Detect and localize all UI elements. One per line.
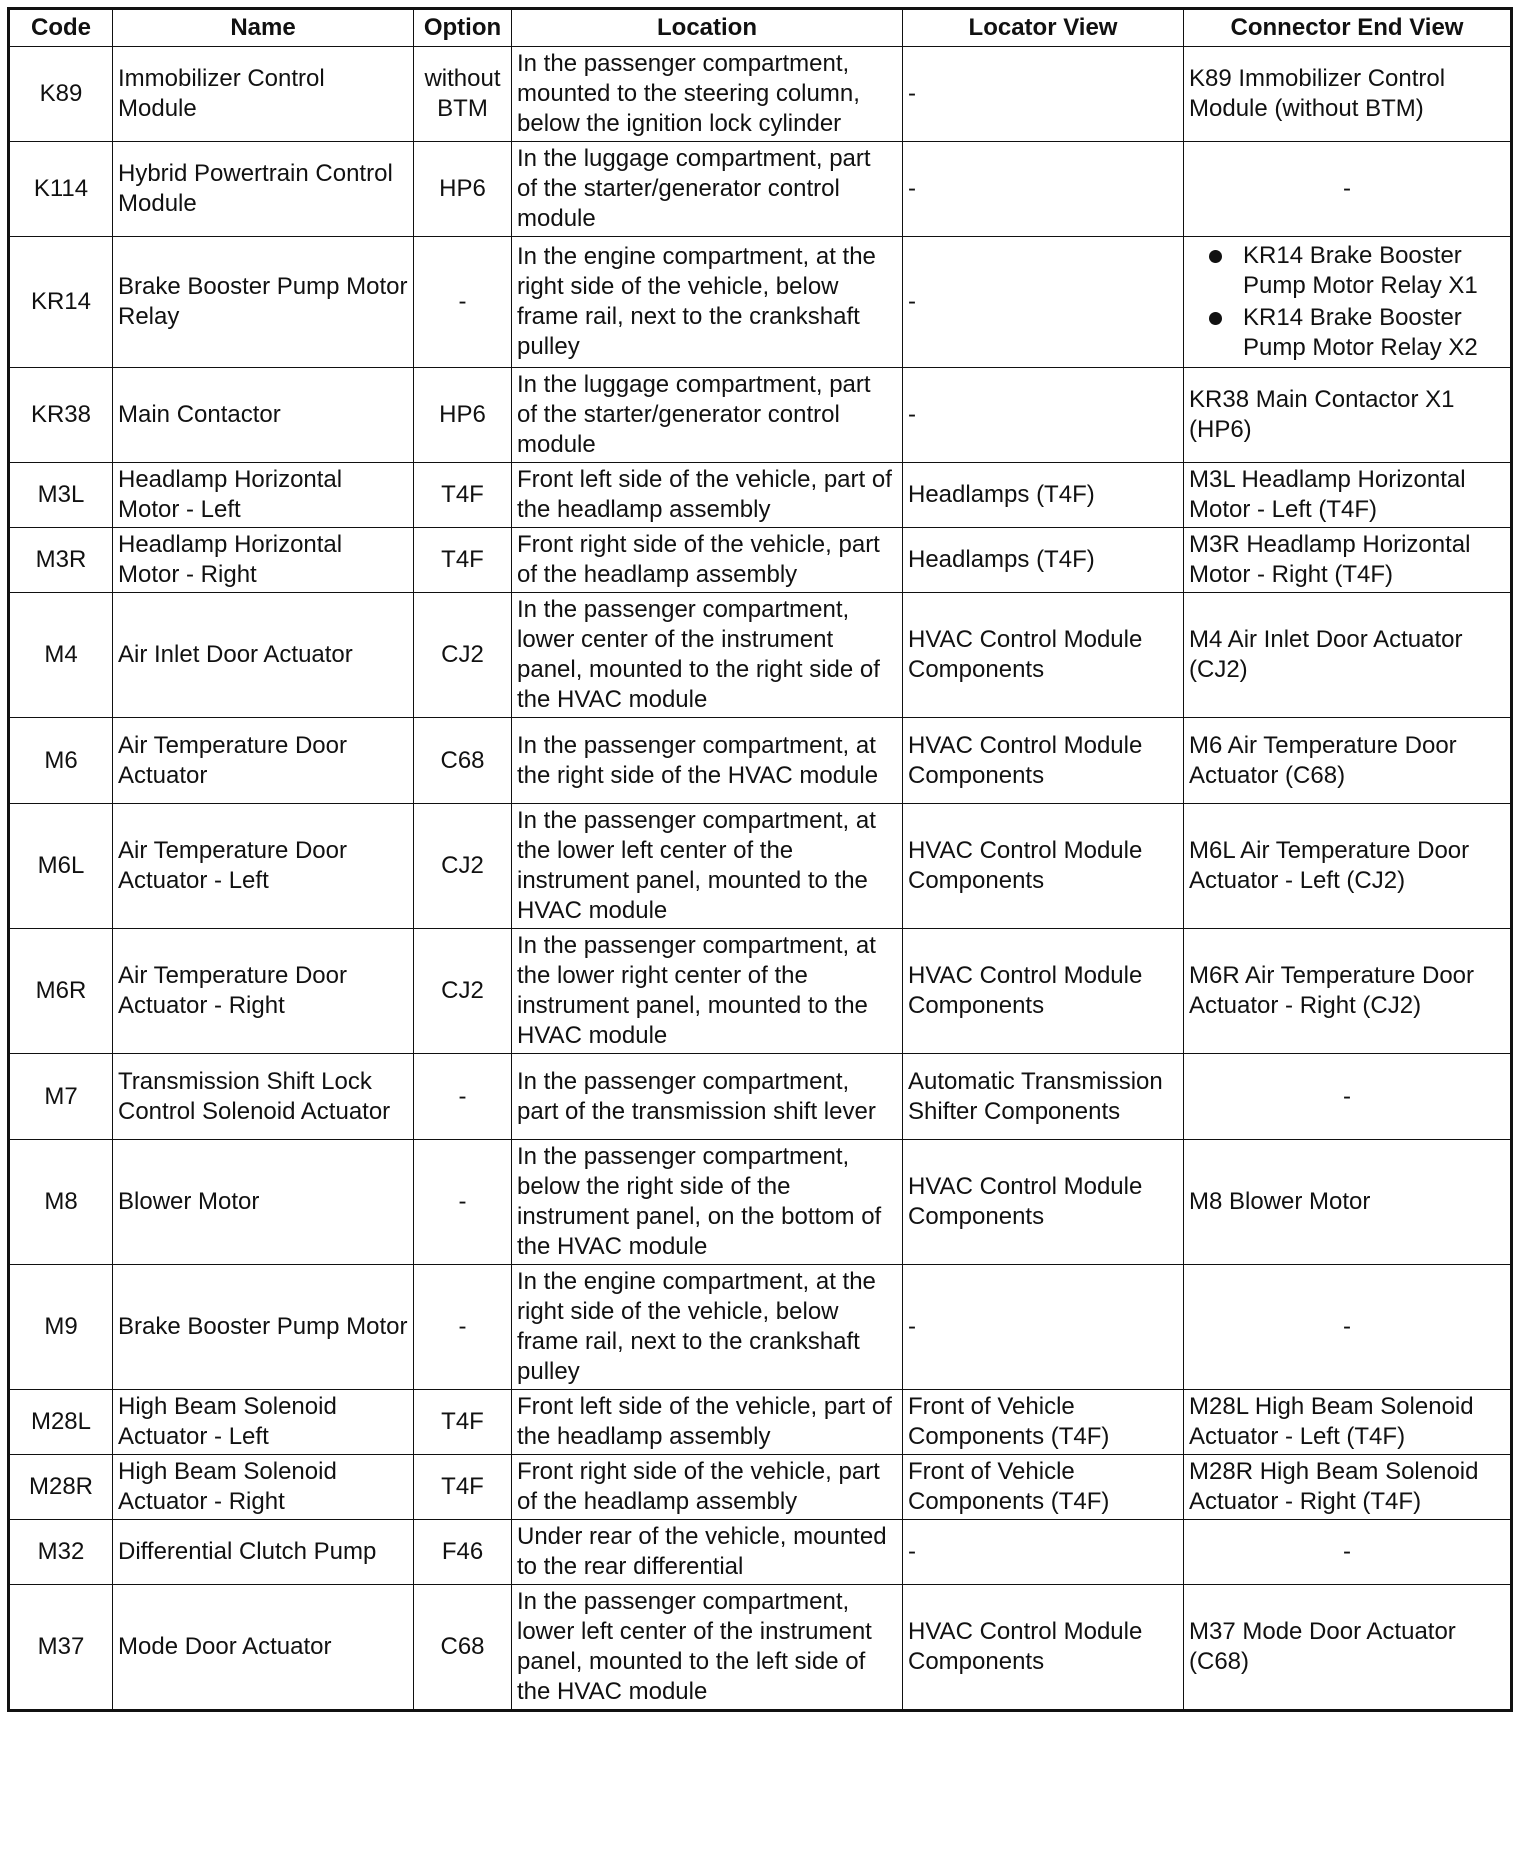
cell-name: Brake Booster Pump Motor <box>113 1265 414 1390</box>
connector-list-item <box>1189 241 1505 301</box>
cell-connector-end-view <box>1184 1455 1512 1520</box>
cell-name: Headlamp Horizontal Motor - Right <box>113 528 414 593</box>
table-row <box>9 528 1512 593</box>
cell-option: CJ2 <box>414 593 512 718</box>
cell-connector-end-view <box>1184 1585 1512 1711</box>
table-row <box>9 463 1512 528</box>
table-row <box>9 593 1512 718</box>
table-row <box>9 142 1512 237</box>
cell-connector-end-view <box>1184 1054 1512 1140</box>
cell-locator-view: - <box>903 1265 1184 1390</box>
table-row <box>9 1390 1512 1455</box>
connector-label: KR14 Brake Booster Pump Motor Relay X2 <box>1243 304 1478 361</box>
connector-label: M6 Air Temperature Door Actuator (C68) <box>1189 731 1457 789</box>
table-row <box>9 929 1512 1054</box>
connector-label: M3L Headlamp Horizontal Motor - Left (T4F) <box>1189 466 1466 523</box>
connector-label: M28R High Beam Solenoid Actuator - Right (T4F) <box>1189 1458 1479 1515</box>
cell-name: Air Temperature Door Actuator - Right <box>113 929 414 1054</box>
cell-location: In the passenger compartment, lower left center of the instrument panel, mounted to the left side of the HVAC module <box>512 1585 903 1711</box>
cell-connector-end-view <box>1184 804 1512 929</box>
connector-label: M28L High Beam Solenoid Actuator - Left (T4F) <box>1189 1393 1474 1450</box>
connector-list-item <box>1189 303 1505 363</box>
table-header <box>9 9 1512 47</box>
table-row <box>9 718 1512 804</box>
header-option: Option <box>414 9 512 47</box>
connector-label: M3R Headlamp Horizontal Motor - Right (T4F) <box>1189 531 1471 588</box>
cell-option: - <box>414 1140 512 1265</box>
cell-location: In the passenger compartment, lower center of the instrument panel, mounted to the right side of the HVAC module <box>512 593 903 718</box>
cell-locator-view: - <box>903 47 1184 142</box>
cell-location: In the luggage compartment, part of the starter/generator control module <box>512 142 903 237</box>
cell-option: - <box>414 1265 512 1390</box>
connector-label: M37 Mode Door Actuator (C68) <box>1189 1618 1456 1675</box>
cell-locator-view: Automatic Transmission Shifter Components <box>903 1054 1184 1140</box>
cell-option: T4F <box>414 528 512 593</box>
cell-name: Immobilizer Control Module <box>113 47 414 142</box>
cell-location: In the passenger compartment, at the lower right center of the instrument panel, mounted to the HVAC module <box>512 929 903 1054</box>
cell-name: High Beam Solenoid Actuator - Left <box>113 1390 414 1455</box>
cell-option: C68 <box>414 718 512 804</box>
header-code: Code <box>9 9 113 47</box>
cell-name: High Beam Solenoid Actuator - Right <box>113 1455 414 1520</box>
cell-locator-view: - <box>903 368 1184 463</box>
cell-connector-end-view <box>1184 718 1512 804</box>
table-row <box>9 1585 1512 1711</box>
cell-option: T4F <box>414 1455 512 1520</box>
connector-label: M6L Air Temperature Door Actuator - Left (CJ2) <box>1189 837 1470 894</box>
cell-connector-end-view <box>1184 1520 1512 1585</box>
component-locator-document <box>7 7 1510 1712</box>
cell-option: - <box>414 1054 512 1140</box>
table-body <box>9 47 1512 1711</box>
cell-name: Headlamp Horizontal Motor - Left <box>113 463 414 528</box>
cell-option: CJ2 <box>414 804 512 929</box>
cell-code: K114 <box>9 142 113 237</box>
cell-connector-end-view <box>1184 237 1512 368</box>
cell-code: M3L <box>9 463 113 528</box>
cell-location: In the passenger compartment, part of the transmission shift lever <box>512 1054 903 1140</box>
table-row <box>9 1520 1512 1585</box>
cell-locator-view: - <box>903 142 1184 237</box>
table-row <box>9 1054 1512 1140</box>
connector-list <box>1189 241 1505 363</box>
cell-location: Under rear of the vehicle, mounted to the rear differential <box>512 1520 903 1585</box>
cell-location: In the luggage compartment, part of the starter/generator control module <box>512 368 903 463</box>
cell-locator-view: Headlamps (T4F) <box>903 463 1184 528</box>
cell-locator-view: Headlamps (T4F) <box>903 528 1184 593</box>
cell-connector-end-view <box>1184 593 1512 718</box>
cell-locator-view: HVAC Control Module Components <box>903 1585 1184 1711</box>
cell-connector-end-view <box>1184 929 1512 1054</box>
cell-location: Front left side of the vehicle, part of the headlamp assembly <box>512 463 903 528</box>
cell-code: M6R <box>9 929 113 1054</box>
cell-name: Air Temperature Door Actuator <box>113 718 414 804</box>
connector-label: M4 Air Inlet Door Actuator (CJ2) <box>1189 626 1463 683</box>
cell-code: KR38 <box>9 368 113 463</box>
connector-label: KR38 Main Contactor X1 (HP6) <box>1189 386 1455 443</box>
cell-option: HP6 <box>414 368 512 463</box>
cell-locator-view: HVAC Control Module Components <box>903 718 1184 804</box>
cell-connector-end-view <box>1184 463 1512 528</box>
cell-name: Mode Door Actuator <box>113 1585 414 1711</box>
connector-label: - <box>1343 1538 1351 1565</box>
cell-connector-end-view <box>1184 47 1512 142</box>
cell-locator-view: - <box>903 1520 1184 1585</box>
table-row <box>9 47 1512 142</box>
cell-locator-view: Front of Vehicle Components (T4F) <box>903 1455 1184 1520</box>
cell-name: Hybrid Powertrain Control Module <box>113 142 414 237</box>
cell-name: Brake Booster Pump Motor Relay <box>113 237 414 368</box>
cell-option: T4F <box>414 463 512 528</box>
cell-locator-view: HVAC Control Module Components <box>903 804 1184 929</box>
cell-name: Blower Motor <box>113 1140 414 1265</box>
cell-code: M6 <box>9 718 113 804</box>
table-row <box>9 1265 1512 1390</box>
cell-location: In the engine compartment, at the right side of the vehicle, below frame rail, next to the crankshaft pulley <box>512 1265 903 1390</box>
cell-location: In the passenger compartment, at the right side of the HVAC module <box>512 718 903 804</box>
cell-code: M7 <box>9 1054 113 1140</box>
cell-code: M8 <box>9 1140 113 1265</box>
bullet-icon <box>1209 312 1222 325</box>
cell-name: Transmission Shift Lock Control Solenoid Actuator <box>113 1054 414 1140</box>
cell-code: M28R <box>9 1455 113 1520</box>
cell-connector-end-view <box>1184 142 1512 237</box>
header-name: Name <box>113 9 414 47</box>
connector-label: - <box>1343 175 1351 202</box>
cell-option: T4F <box>414 1390 512 1455</box>
cell-locator-view: Front of Vehicle Components (T4F) <box>903 1390 1184 1455</box>
cell-code: M37 <box>9 1585 113 1711</box>
cell-location: Front right side of the vehicle, part of the headlamp assembly <box>512 528 903 593</box>
cell-connector-end-view <box>1184 1140 1512 1265</box>
cell-name: Differential Clutch Pump <box>113 1520 414 1585</box>
cell-location: In the passenger compartment, mounted to the steering column, below the ignition lock cylinder <box>512 47 903 142</box>
table-row <box>9 368 1512 463</box>
cell-option: HP6 <box>414 142 512 237</box>
header-location: Location <box>512 9 903 47</box>
cell-locator-view: - <box>903 237 1184 368</box>
table-row <box>9 1455 1512 1520</box>
header-row <box>9 9 1512 47</box>
cell-connector-end-view <box>1184 528 1512 593</box>
cell-code: KR14 <box>9 237 113 368</box>
cell-code: K89 <box>9 47 113 142</box>
connector-label: M8 Blower Motor <box>1189 1188 1371 1215</box>
cell-name: Main Contactor <box>113 368 414 463</box>
table-row <box>9 1140 1512 1265</box>
cell-code: M4 <box>9 593 113 718</box>
cell-option: C68 <box>414 1585 512 1711</box>
cell-locator-view: HVAC Control Module Components <box>903 593 1184 718</box>
cell-name: Air Inlet Door Actuator <box>113 593 414 718</box>
cell-connector-end-view <box>1184 1390 1512 1455</box>
cell-option: - <box>414 237 512 368</box>
header-locator-view: Locator View <box>903 9 1184 47</box>
connector-label: - <box>1343 1313 1351 1340</box>
cell-locator-view: HVAC Control Module Components <box>903 929 1184 1054</box>
cell-code: M32 <box>9 1520 113 1585</box>
cell-code: M28L <box>9 1390 113 1455</box>
cell-location: In the passenger compartment, below the right side of the instrument panel, on the bottom of the HVAC module <box>512 1140 903 1265</box>
bullet-icon <box>1209 250 1222 263</box>
component-location-table <box>7 7 1513 1712</box>
cell-location: In the engine compartment, at the right side of the vehicle, below frame rail, next to the crankshaft pulley <box>512 237 903 368</box>
cell-code: M6L <box>9 804 113 929</box>
connector-label: M6R Air Temperature Door Actuator - Right (CJ2) <box>1189 962 1474 1019</box>
header-connector-end-view: Connector End View <box>1184 9 1512 47</box>
cell-locator-view: HVAC Control Module Components <box>903 1140 1184 1265</box>
cell-code: M9 <box>9 1265 113 1390</box>
table-row <box>9 804 1512 929</box>
cell-location: Front left side of the vehicle, part of the headlamp assembly <box>512 1390 903 1455</box>
cell-location: In the passenger compartment, at the lower left center of the instrument panel, mounted to the HVAC module <box>512 804 903 929</box>
cell-option: F46 <box>414 1520 512 1585</box>
connector-label: - <box>1343 1082 1351 1110</box>
table-row <box>9 237 1512 368</box>
connector-label: KR14 Brake Booster Pump Motor Relay X1 <box>1243 242 1478 299</box>
cell-connector-end-view <box>1184 368 1512 463</box>
cell-code: M3R <box>9 528 113 593</box>
cell-connector-end-view <box>1184 1265 1512 1390</box>
cell-option: without BTM <box>414 47 512 142</box>
cell-name: Air Temperature Door Actuator - Left <box>113 804 414 929</box>
cell-location: Front right side of the vehicle, part of the headlamp assembly <box>512 1455 903 1520</box>
connector-label: K89 Immobilizer Control Module (without BTM) <box>1189 65 1446 122</box>
cell-option: CJ2 <box>414 929 512 1054</box>
